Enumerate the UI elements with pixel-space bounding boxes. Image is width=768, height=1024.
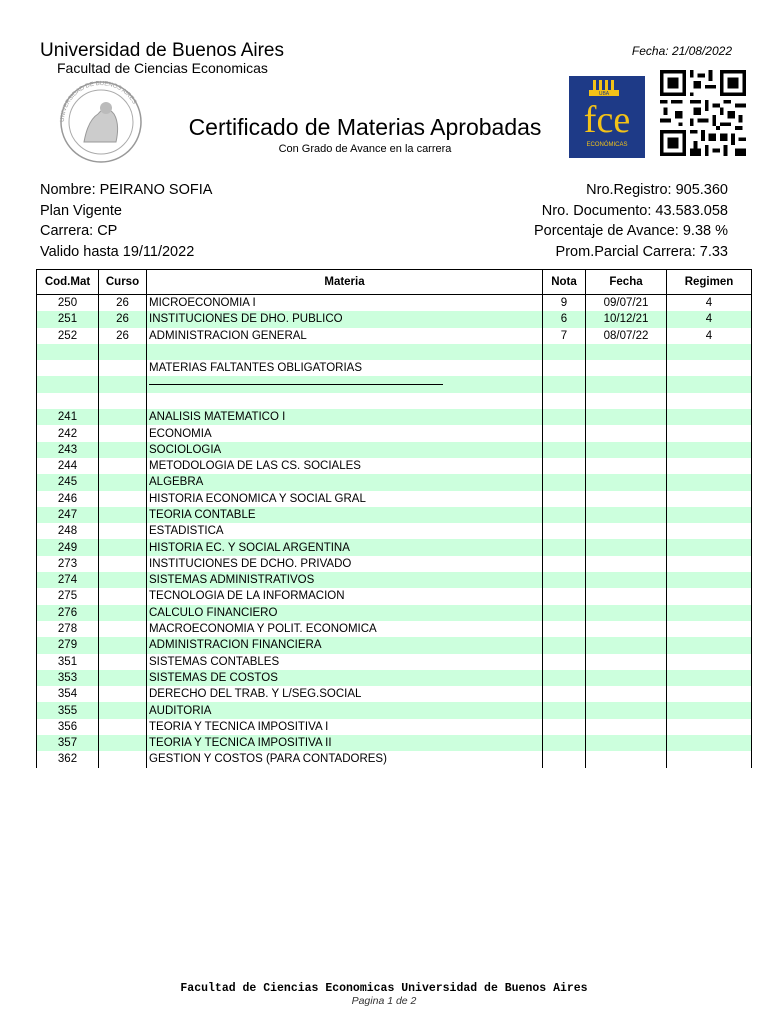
cell-curso xyxy=(99,702,147,718)
cell-fecha: 09/07/21 xyxy=(586,295,667,312)
cell-cod xyxy=(37,376,99,392)
cell-cod: 355 xyxy=(37,702,99,718)
table-row xyxy=(37,735,752,751)
cell-materia: ECONOMIA xyxy=(147,425,543,441)
table-row xyxy=(37,751,752,767)
cell-curso xyxy=(99,539,147,555)
cell-curso xyxy=(99,670,147,686)
cell-cod: 246 xyxy=(37,491,99,507)
cell-regimen xyxy=(667,491,752,507)
cell-materia: TEORIA Y TECNICA IMPOSITIVA I xyxy=(147,719,543,735)
cell-nota xyxy=(543,637,586,653)
cell-curso xyxy=(99,605,147,621)
cell-cod xyxy=(37,393,99,409)
table-row xyxy=(37,344,752,360)
cell-nota xyxy=(543,376,586,392)
cell-curso xyxy=(99,360,147,376)
cell-cod: 250 xyxy=(37,295,99,312)
table-row xyxy=(37,523,752,539)
cell-nota xyxy=(543,605,586,621)
cell-cod: 356 xyxy=(37,719,99,735)
cell-cod: 241 xyxy=(37,409,99,425)
cell-cod: 247 xyxy=(37,507,99,523)
cell-materia: GESTION Y COSTOS (PARA CONTADORES) xyxy=(147,751,543,767)
cell-cod xyxy=(37,360,99,376)
cell-regimen: 4 xyxy=(667,328,752,344)
cell-regimen xyxy=(667,344,752,360)
cell-fecha xyxy=(586,751,667,767)
cell-regimen xyxy=(667,458,752,474)
cell-nota: 6 xyxy=(543,311,586,327)
col-header-nota: Nota xyxy=(543,270,586,295)
cell-cod: 273 xyxy=(37,556,99,572)
subjects-table xyxy=(36,269,752,768)
cell-regimen xyxy=(667,393,752,409)
cell-cod: 354 xyxy=(37,686,99,702)
cell-curso: 26 xyxy=(99,295,147,312)
qr-code-icon xyxy=(657,70,749,156)
student-career: Carrera: CP xyxy=(40,223,118,239)
cell-materia: INSTITUCIONES DE DHO. PUBLICO xyxy=(147,311,543,327)
cell-materia: DERECHO DEL TRAB. Y L/SEG.SOCIAL xyxy=(147,686,543,702)
page-title: Certificado de Materias Aprobadas xyxy=(188,114,542,140)
cell-cod: 362 xyxy=(37,751,99,767)
cell-materia: ALGEBRA xyxy=(147,474,543,490)
cell-materia: HISTORIA EC. Y SOCIAL ARGENTINA xyxy=(147,539,543,555)
cell-materia: AUDITORIA xyxy=(147,702,543,718)
cell-fecha xyxy=(586,442,667,458)
cell-fecha xyxy=(586,621,667,637)
col-header-fecha: Fecha xyxy=(586,270,667,295)
cell-nota xyxy=(543,735,586,751)
cell-regimen xyxy=(667,409,752,425)
table-row xyxy=(37,474,752,490)
cell-nota: 9 xyxy=(543,295,586,312)
cell-materia: MICROECONOMIA I xyxy=(147,295,543,312)
cell-fecha: 10/12/21 xyxy=(586,311,667,327)
cell-curso xyxy=(99,654,147,670)
table-row xyxy=(37,605,752,621)
cell-nota xyxy=(543,425,586,441)
table-row xyxy=(37,572,752,588)
cell-curso xyxy=(99,719,147,735)
cell-regimen xyxy=(667,702,752,718)
cell-materia xyxy=(147,344,543,360)
cell-materia: TEORIA CONTABLE xyxy=(147,507,543,523)
cell-nota xyxy=(543,507,586,523)
cell-cod: 243 xyxy=(37,442,99,458)
table-header-row xyxy=(37,270,752,295)
cell-cod: 249 xyxy=(37,539,99,555)
cell-materia xyxy=(147,376,543,392)
cell-regimen xyxy=(667,751,752,767)
registry-number: Nro.Registro: 905.360 xyxy=(586,182,728,198)
student-plan: Plan Vigente xyxy=(40,203,122,219)
cell-nota xyxy=(543,670,586,686)
cell-curso xyxy=(99,686,147,702)
footer-text: Facultad de Ciencias Economicas Universidad de Buenos Aires xyxy=(180,982,588,995)
cell-nota xyxy=(543,491,586,507)
cell-cod: 357 xyxy=(37,735,99,751)
cell-fecha xyxy=(586,507,667,523)
cell-nota xyxy=(543,588,586,604)
cell-fecha xyxy=(586,735,667,751)
cell-fecha xyxy=(586,686,667,702)
cell-regimen: 4 xyxy=(667,311,752,327)
table-row xyxy=(37,670,752,686)
table-row xyxy=(37,295,752,312)
cell-curso: 26 xyxy=(99,311,147,327)
table-body xyxy=(37,295,752,768)
cell-fecha xyxy=(586,588,667,604)
fce-logo-bottom: ECONÓMICAS xyxy=(586,142,628,148)
cell-curso xyxy=(99,523,147,539)
cell-curso xyxy=(99,507,147,523)
cell-curso xyxy=(99,751,147,767)
cell-cod: 351 xyxy=(37,654,99,670)
cell-cod: 279 xyxy=(37,637,99,653)
cell-regimen: 4 xyxy=(667,295,752,312)
table-row xyxy=(37,442,752,458)
cell-materia: MATERIAS FALTANTES OBLIGATORIAS xyxy=(147,360,543,376)
cell-fecha xyxy=(586,556,667,572)
cell-fecha xyxy=(586,474,667,490)
table-row xyxy=(37,539,752,555)
cell-materia: ADMINISTRACION FINANCIERA xyxy=(147,637,543,653)
cell-materia: ESTADISTICA xyxy=(147,523,543,539)
cell-cod xyxy=(37,344,99,360)
cell-nota xyxy=(543,572,586,588)
issue-date: Fecha: 21/08/2022 xyxy=(631,44,732,58)
cell-curso xyxy=(99,344,147,360)
cell-fecha xyxy=(586,360,667,376)
cell-cod: 251 xyxy=(37,311,99,327)
cell-nota xyxy=(543,654,586,670)
cell-regimen xyxy=(667,719,752,735)
cell-regimen xyxy=(667,588,752,604)
cell-regimen xyxy=(667,539,752,555)
cell-curso xyxy=(99,588,147,604)
faculty-name: Facultad de Ciencias Economicas xyxy=(57,60,268,76)
table-row xyxy=(37,702,752,718)
cell-fecha xyxy=(586,702,667,718)
cell-cod: 245 xyxy=(37,474,99,490)
table-row xyxy=(37,556,752,572)
cell-nota xyxy=(543,621,586,637)
cell-regimen xyxy=(667,360,752,376)
cell-regimen xyxy=(667,637,752,653)
cell-cod: 242 xyxy=(37,425,99,441)
cell-nota: 7 xyxy=(543,328,586,344)
cell-cod: 248 xyxy=(37,523,99,539)
cell-regimen xyxy=(667,670,752,686)
cell-materia: ADMINISTRACION GENERAL xyxy=(147,328,543,344)
table-row xyxy=(37,360,752,376)
table-row xyxy=(37,621,752,637)
cell-nota xyxy=(543,539,586,555)
cell-regimen xyxy=(667,556,752,572)
cell-cod: 276 xyxy=(37,605,99,621)
cell-regimen xyxy=(667,442,752,458)
table-row xyxy=(37,654,752,670)
cell-materia xyxy=(147,393,543,409)
table-row xyxy=(37,393,752,409)
table-row xyxy=(37,328,752,344)
cell-cod: 353 xyxy=(37,670,99,686)
cell-regimen xyxy=(667,507,752,523)
cell-fecha xyxy=(586,719,667,735)
table-row xyxy=(37,507,752,523)
cell-fecha xyxy=(586,409,667,425)
cell-regimen xyxy=(667,686,752,702)
cell-nota xyxy=(543,719,586,735)
student-name: Nombre: PEIRANO SOFIA xyxy=(40,182,213,198)
cell-fecha: 08/07/22 xyxy=(586,328,667,344)
cell-materia: TECNOLOGIA DE LA INFORMACION xyxy=(147,588,543,604)
cell-cod: 244 xyxy=(37,458,99,474)
fce-logo-top: UBA xyxy=(598,91,610,97)
col-header-materia: Materia xyxy=(147,270,543,295)
separator-line xyxy=(149,384,443,385)
cell-fecha xyxy=(586,670,667,686)
cell-regimen xyxy=(667,654,752,670)
cell-nota xyxy=(543,393,586,409)
cell-fecha xyxy=(586,344,667,360)
cell-curso xyxy=(99,393,147,409)
cell-cod: 275 xyxy=(37,588,99,604)
cell-materia: CALCULO FINANCIERO xyxy=(147,605,543,621)
cell-materia: INSTITUCIONES DE DCHO. PRIVADO xyxy=(147,556,543,572)
cell-regimen xyxy=(667,735,752,751)
cell-materia: METODOLOGIA DE LAS CS. SOCIALES xyxy=(147,458,543,474)
cell-regimen xyxy=(667,605,752,621)
cell-curso xyxy=(99,425,147,441)
cell-nota xyxy=(543,751,586,767)
fce-logo-main: fce xyxy=(583,99,631,141)
cell-cod: 274 xyxy=(37,572,99,588)
cell-materia: MACROECONOMIA Y POLIT. ECONOMICA xyxy=(147,621,543,637)
cell-curso xyxy=(99,735,147,751)
col-header-regimen: Regimen xyxy=(667,270,752,295)
cell-materia: SISTEMAS ADMINISTRATIVOS xyxy=(147,572,543,588)
cell-fecha xyxy=(586,605,667,621)
cell-fecha xyxy=(586,572,667,588)
cell-fecha xyxy=(586,376,667,392)
career-average: Prom.Parcial Carrera: 7.33 xyxy=(555,244,728,260)
cell-regimen xyxy=(667,621,752,637)
cell-curso: 26 xyxy=(99,328,147,344)
page-subtitle: Con Grado de Avance en la carrera xyxy=(278,143,452,155)
cell-fecha xyxy=(586,491,667,507)
table-row xyxy=(37,311,752,327)
cell-regimen xyxy=(667,376,752,392)
cell-fecha xyxy=(586,523,667,539)
table-row xyxy=(37,588,752,604)
table-row xyxy=(37,491,752,507)
page-number: Pagina 1 de 2 xyxy=(351,995,417,1007)
fce-logo-graphic xyxy=(569,76,645,158)
cell-nota xyxy=(543,344,586,360)
col-header-curso: Curso xyxy=(99,270,147,295)
fce-logo xyxy=(569,76,645,158)
cell-materia: SOCIOLOGIA xyxy=(147,442,543,458)
cell-nota xyxy=(543,686,586,702)
cell-curso xyxy=(99,572,147,588)
progress-percent: Porcentaje de Avance: 9.38 % xyxy=(533,223,728,239)
table-row xyxy=(37,458,752,474)
valid-until: Valido hasta 19/11/2022 xyxy=(40,244,195,260)
cell-fecha xyxy=(586,637,667,653)
cell-materia: ANALISIS MATEMATICO I xyxy=(147,409,543,425)
cell-curso xyxy=(99,491,147,507)
cell-regimen xyxy=(667,523,752,539)
cell-fecha xyxy=(586,425,667,441)
cell-materia: TEORIA Y TECNICA IMPOSITIVA II xyxy=(147,735,543,751)
cell-materia: SISTEMAS DE COSTOS xyxy=(147,670,543,686)
cell-nota xyxy=(543,523,586,539)
cell-curso xyxy=(99,458,147,474)
cell-curso xyxy=(99,621,147,637)
cell-curso xyxy=(99,637,147,653)
cell-cod: 252 xyxy=(37,328,99,344)
table-row xyxy=(37,376,752,392)
cell-nota xyxy=(543,458,586,474)
cell-curso xyxy=(99,376,147,392)
cell-regimen xyxy=(667,474,752,490)
cell-fecha xyxy=(586,458,667,474)
cell-cod: 278 xyxy=(37,621,99,637)
cell-regimen xyxy=(667,425,752,441)
document-number: Nro. Documento: 43.583.058 xyxy=(541,203,728,219)
cell-regimen xyxy=(667,572,752,588)
cell-fecha xyxy=(586,393,667,409)
cell-nota xyxy=(543,702,586,718)
cell-curso xyxy=(99,442,147,458)
seal-text: UNIVERSIDAD DE BUENOS AIRES xyxy=(59,80,137,123)
cell-nota xyxy=(543,556,586,572)
cell-materia: SISTEMAS CONTABLES xyxy=(147,654,543,670)
table-row xyxy=(37,425,752,441)
cell-nota xyxy=(543,474,586,490)
cell-curso xyxy=(99,474,147,490)
col-header-cod: Cod.Mat xyxy=(37,270,99,295)
cell-fecha xyxy=(586,654,667,670)
cell-curso xyxy=(99,556,147,572)
cell-nota xyxy=(543,409,586,425)
cell-fecha xyxy=(586,539,667,555)
table-row xyxy=(37,637,752,653)
cell-nota xyxy=(543,360,586,376)
cell-curso xyxy=(99,409,147,425)
university-name: Universidad de Buenos Aires xyxy=(40,40,284,61)
cell-materia: HISTORIA ECONOMICA Y SOCIAL GRAL xyxy=(147,491,543,507)
table-row xyxy=(37,686,752,702)
table-row xyxy=(37,719,752,735)
table-row xyxy=(37,409,752,425)
cell-nota xyxy=(543,442,586,458)
